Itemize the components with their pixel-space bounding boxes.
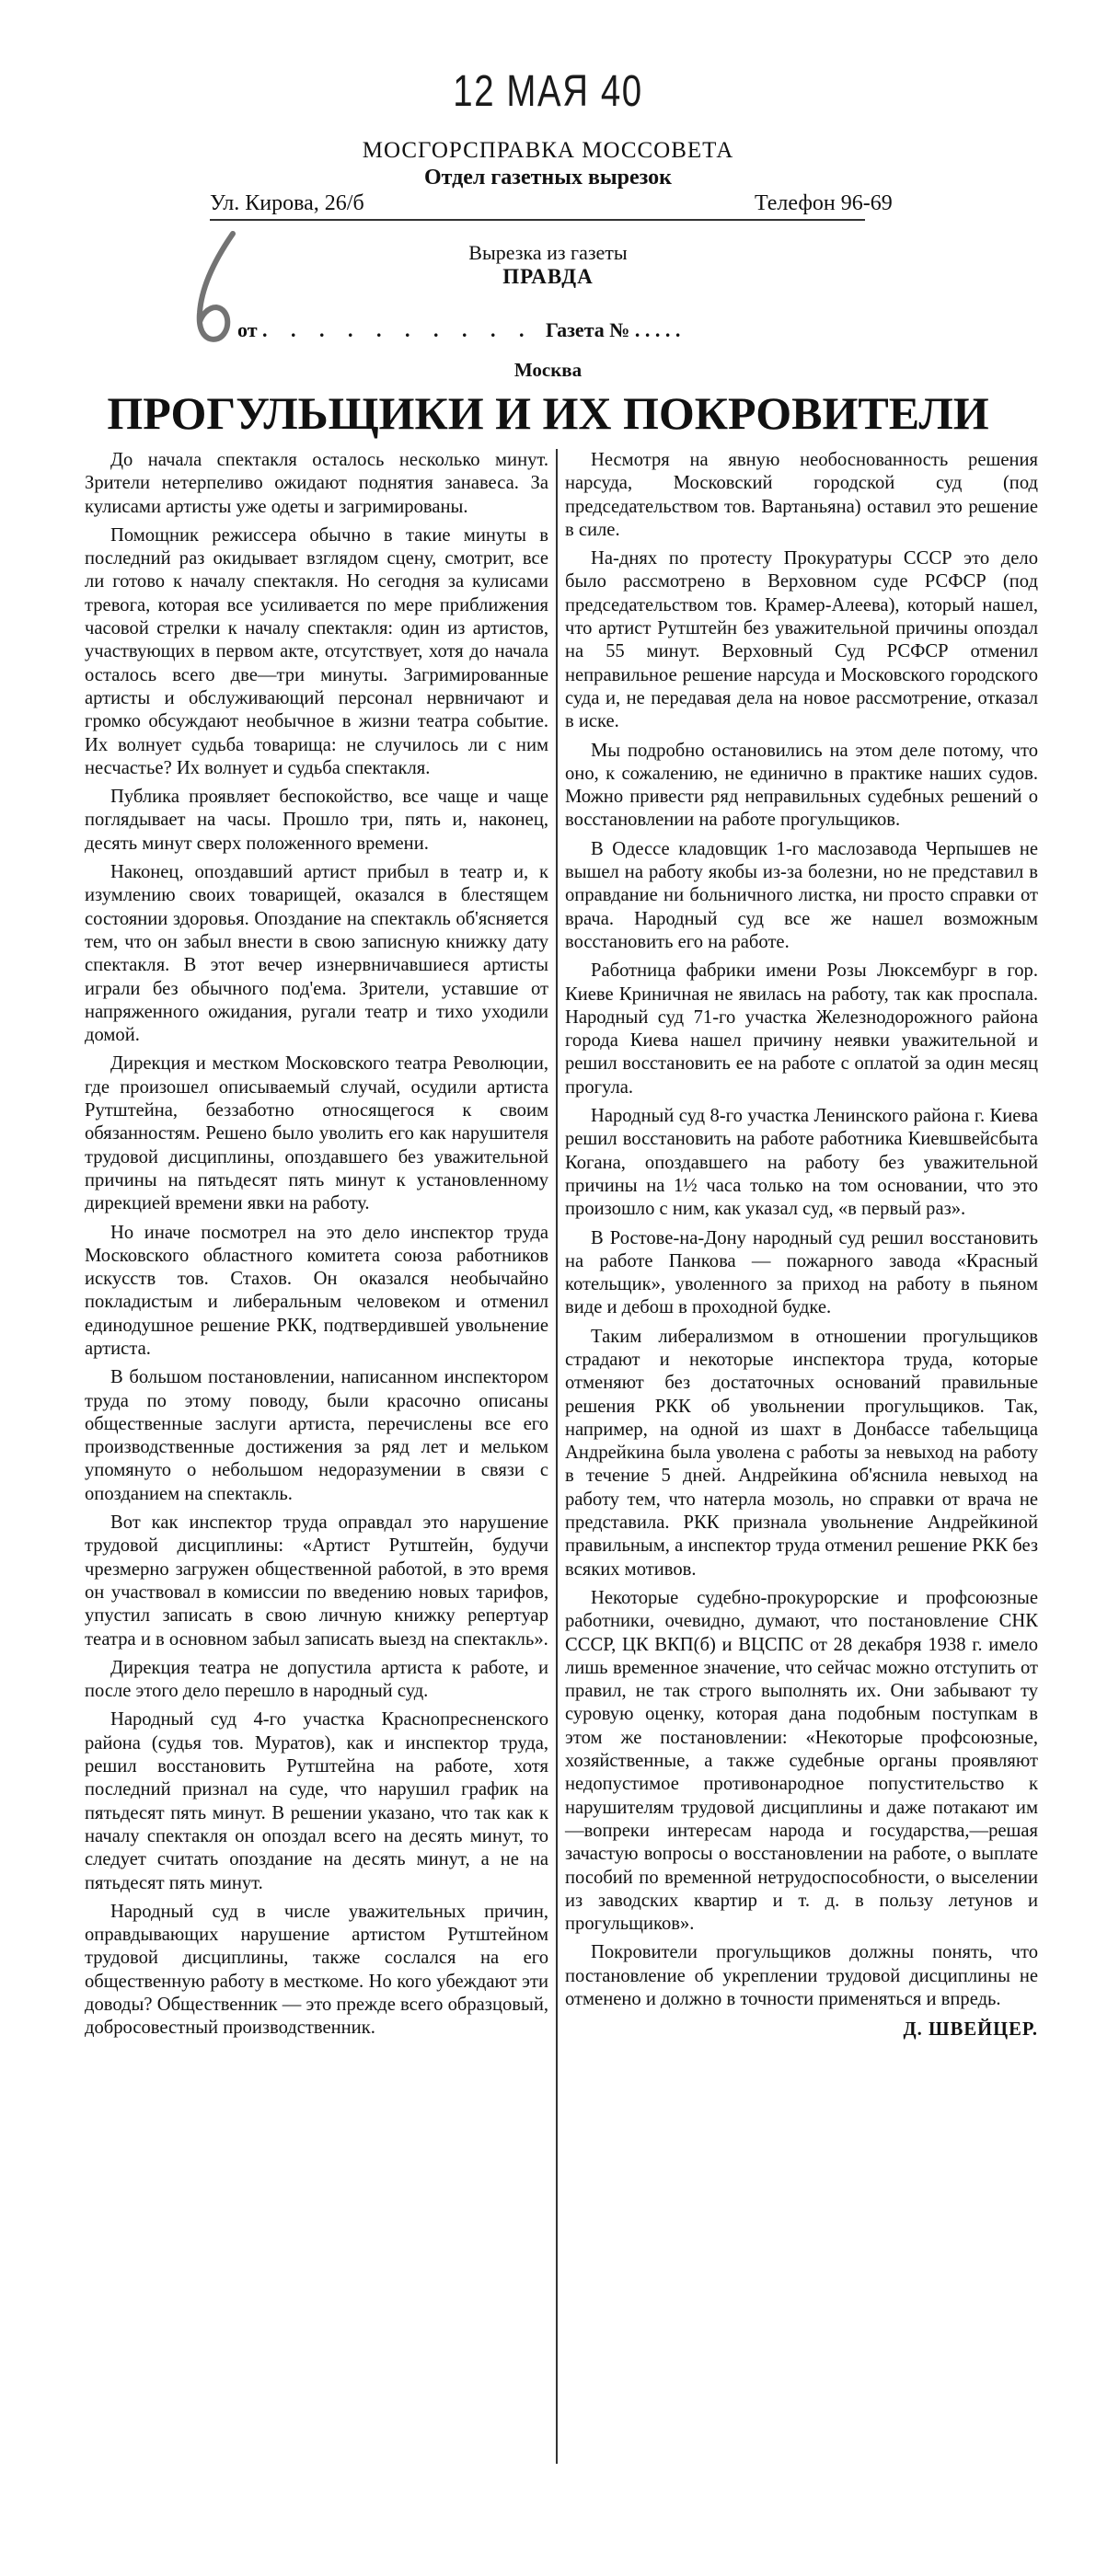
organization-name: МОСГОРСПРАВКА МОССОВЕТА bbox=[362, 138, 734, 163]
paragraph: Но иначе посмотрел на это дело инспектор труда Московского областного комитета союза работников искусств тов. Стахов. Он оказался необычайно покладистым и либеральным человеком и отменил единодушное решение РКК, подтвердившей увольнение артиста. bbox=[85, 1222, 548, 1359]
paragraph: Народный суд в числе уважительных причин, оправдывающих нарушение артистом Рутштейном трудовой дисциплины, также сослался на его общественную работу в месткоме. Но кого убеждают эти доводы? Общественник — это прежде всего образцовый, добросовестный производственник. bbox=[85, 1901, 548, 2039]
paragraph: Вот как инспектор труда оправдал это нарушение трудовой дисциплины: «Артист Рутштейн, будучи чрезмерно загружен общественной работой, в это время он участвовал в комиссии по введению новых тарифов, упустил записать в свою личную книжку репертуар театра и в основном забыл записать выезд на спектакль». bbox=[85, 1512, 548, 1650]
handwritten-number bbox=[189, 230, 244, 350]
paragraph: До начала спектакля осталось несколько минут. Зрители нетерпеливо ожидают поднятия занавеса. За кулисами артисты уже одеты и загримированы. bbox=[85, 450, 548, 517]
paragraph: В Одессе кладовщик 1-го маслозавода Черпышев не вышел на работу якобы из-за болезни, но не представил в оправдание ни больничного листка, ни просто справки от врача. Народный суд все же нашел возможным восстановить его на работе. bbox=[565, 838, 1038, 952]
paragraph: Мы подробно остановились на этом деле потому, что оно, к сожалению, не единично в практике наших судов. Можно привести ряд неправильных судебных решений о восстановлении на работе прогульщиков. bbox=[565, 740, 1038, 831]
paragraph: В Ростове-на-Дону народный суд решил восстановить на работе Панкова — пожарного завода «Красный котельщик», уволенного за приход на работу в пьяном виде и дебош в проходной будке. bbox=[565, 1227, 1038, 1318]
newspaper-name: ПРАВДА bbox=[502, 265, 594, 288]
right-column bbox=[565, 449, 1038, 2042]
paragraph: Народный суд 8-го участка Ленинского района г. Киева решил восстановить на работе работника Киевшвейсбыта Когана, опоздавшего на работу без уважительной причины на 1½ часа только на том основании, что это произошло с ним, как указал суд, «в первый раз». bbox=[565, 1106, 1038, 1220]
department-name: Отдел газетных вырезок bbox=[424, 166, 672, 190]
city: Москва bbox=[513, 359, 583, 381]
paragraph: На-днях по протесту Прокуратуры СССР это дело было рассмотрено в Верховном суде РСФСР (под председательством тов. Крамер-Алеева), который нашел, что артист Рутштейн без уважительной причины опоздал на 55 минут. Верховный Суд РСФСР отменил неправильное решение нарсуда и Московского городского суда и, не передавая дела на новое рассмотрение, отказал в иске. bbox=[565, 548, 1038, 732]
column-divider bbox=[556, 449, 558, 2464]
from-dots: . . . . . . . . . . bbox=[262, 318, 534, 341]
paragraph: Наконец, опоздавший артист прибыл в театр и, к изумлению своих товарищей, оказался в блестящем состоянии здоровья. Опоздание на спектакль об'ясняется тем, что он забыл внести в свою записную книжку дату спектакля. В этот вечер изнервничавшиеся артисты играли без обычного под'ема. Зрители, уставшие от напряженного ожидания, ругали театр и тихо уходили домой. bbox=[85, 862, 548, 1046]
paragraph: Покровители прогульщиков должны понять, что постановление об укреплении трудовой дисциплины не отменено и должно в точности применяться и впредь. bbox=[565, 1942, 1038, 2009]
signature: Д. ШВЕЙЦЕР. bbox=[903, 2019, 1038, 2041]
from-line bbox=[237, 318, 680, 342]
left-column bbox=[85, 449, 548, 2041]
paragraph: Народный суд 4-го участка Краснопресненского района (судья тов. Муратов), как и инспектор труда, решил восстановить Рутштейна на работе, хотя последний признал на суде, что нарушил график на пятьдесят пять минут. В решении указано, что так как к началу спектакля он опоздал всего на десять минут, то следует считать опоздание на десять минут, а не на пятьдесят пять минут. bbox=[85, 1709, 548, 1893]
from-label: от bbox=[237, 318, 258, 341]
phone: Телефон 96-69 bbox=[755, 191, 893, 215]
paragraph: Дирекция и местком Московского театра Революции, где произошел описываемый случай, осудили артиста Рутштейна, беззаботно относящегося к своим обязанностям. Решено было уволить его как нарушителя трудовой дисциплины, опоздавшего без уважительной причины на пятьдесят пять минут к установленному дирекцией времени явки на работу. bbox=[85, 1053, 548, 1214]
article-title: ПРОГУЛЬЩИКИ И ИХ ПОКРОВИТЕЛИ bbox=[107, 387, 989, 439]
paragraph: Некоторые судебно-прокурорские и профсоюзные работники, очевидно, думают, что постановление СНК СССР, ЦК ВКП(б) и ВЦСПС от 28 декабря 1938 г. имело лишь временное значение, что сейчас можно отступить от правил, не так строго выполнять их. Они забывают ту суровую оценку, которая дана подобным поступкам в этом же постановлении: «Некоторые профсоюзные, хозяйственные, а также судебные органы проявляют недопустимое противонародное попустительство к нарушителям трудовой дисциплины и даже потакают им—вопреки интересам народа и государства,—решая зачастую вопросы о восстановлении на работе, о выплате пособий по временной нетрудоспособности, о выселении из заводских квартир и т. д. в пользу летунов и прогульщиков». bbox=[565, 1587, 1038, 1935]
date-stamp: 12 МАЯ 40 bbox=[453, 67, 643, 116]
paragraph: Таким либерализмом в отношении прогульщиков страдают и некоторые инспектора труда, которые отменяют без достаточных оснований правильные решения РКК об увольнении прогульщиков. Так, например, на одной из шахт в Донбассе табельщица Андрейкина была уволена с работы за невыход на работу в течение 5 дней. Андрейкина об'яснила невыход на работу тем, что натерла мозоль, но справки от врача не представила. РКК признала увольнение Андрейкиной правильным, а инспектор труда отменил решение РКК без всяких мотивов. bbox=[565, 1326, 1038, 1580]
paragraph: В большом постановлении, написанном инспектором труда по этому поводу, были красочно описаны общественные заслуги артиста, перечислены все его производственные достижения за ряд лет и мельком упомянуто о небольшом недоразумении в связи с опозданием на спектакль. bbox=[85, 1367, 548, 1504]
paragraph: Несмотря на явную необоснованность решения нарсуда, Московский городской суд (под председательством тов. Вартаньяна) оставил это решение в силе. bbox=[565, 450, 1038, 540]
issue-label: Газета № . . . . . bbox=[546, 318, 681, 341]
paragraph: Помощник режиссера обычно в такие минуты в последний раз окидывает взглядом сцену, смотрит, все ли готово к началу спектакля. Но сегодня за кулисами тревога, которая все усиливается по мере приближения часовой стрелки к началу спектакля: один из артистов, участвующих в первом акте, отсутствует, хотя до начала осталось всего две—три минуты. Загримированные артисты и обслуживающий персонал нервничают и громко обсуждают необычное в жизни театра событие. Их волнует судьба товарища: не случилось ли с ним несчастье? Их волнует и судьба спектакля. bbox=[85, 524, 548, 778]
paragraph: Дирекция театра не допустила артиста к работе, и после этого дело перешло в народный суд. bbox=[85, 1657, 548, 1702]
header-rule bbox=[210, 219, 865, 221]
clip-label: Вырезка из газеты bbox=[468, 241, 628, 264]
paragraph: Работница фабрики имени Розы Люксембург в гор. Киеве Криничная не явилась на работу, так как проспала. Народный суд 71-го участка Железнодорожного района города Киева нашел причину неявки уважительной и решил восстановить ее на работе с оплатой за один месяц прогула. bbox=[565, 960, 1038, 1098]
paragraph: Публика проявляет беспокойство, все чаще и чаще поглядывает на часы. Прошло три, пять и, наконец, десять минут сверх положенного времени. bbox=[85, 787, 548, 854]
address: Ул. Кирова, 26/б bbox=[210, 191, 364, 215]
